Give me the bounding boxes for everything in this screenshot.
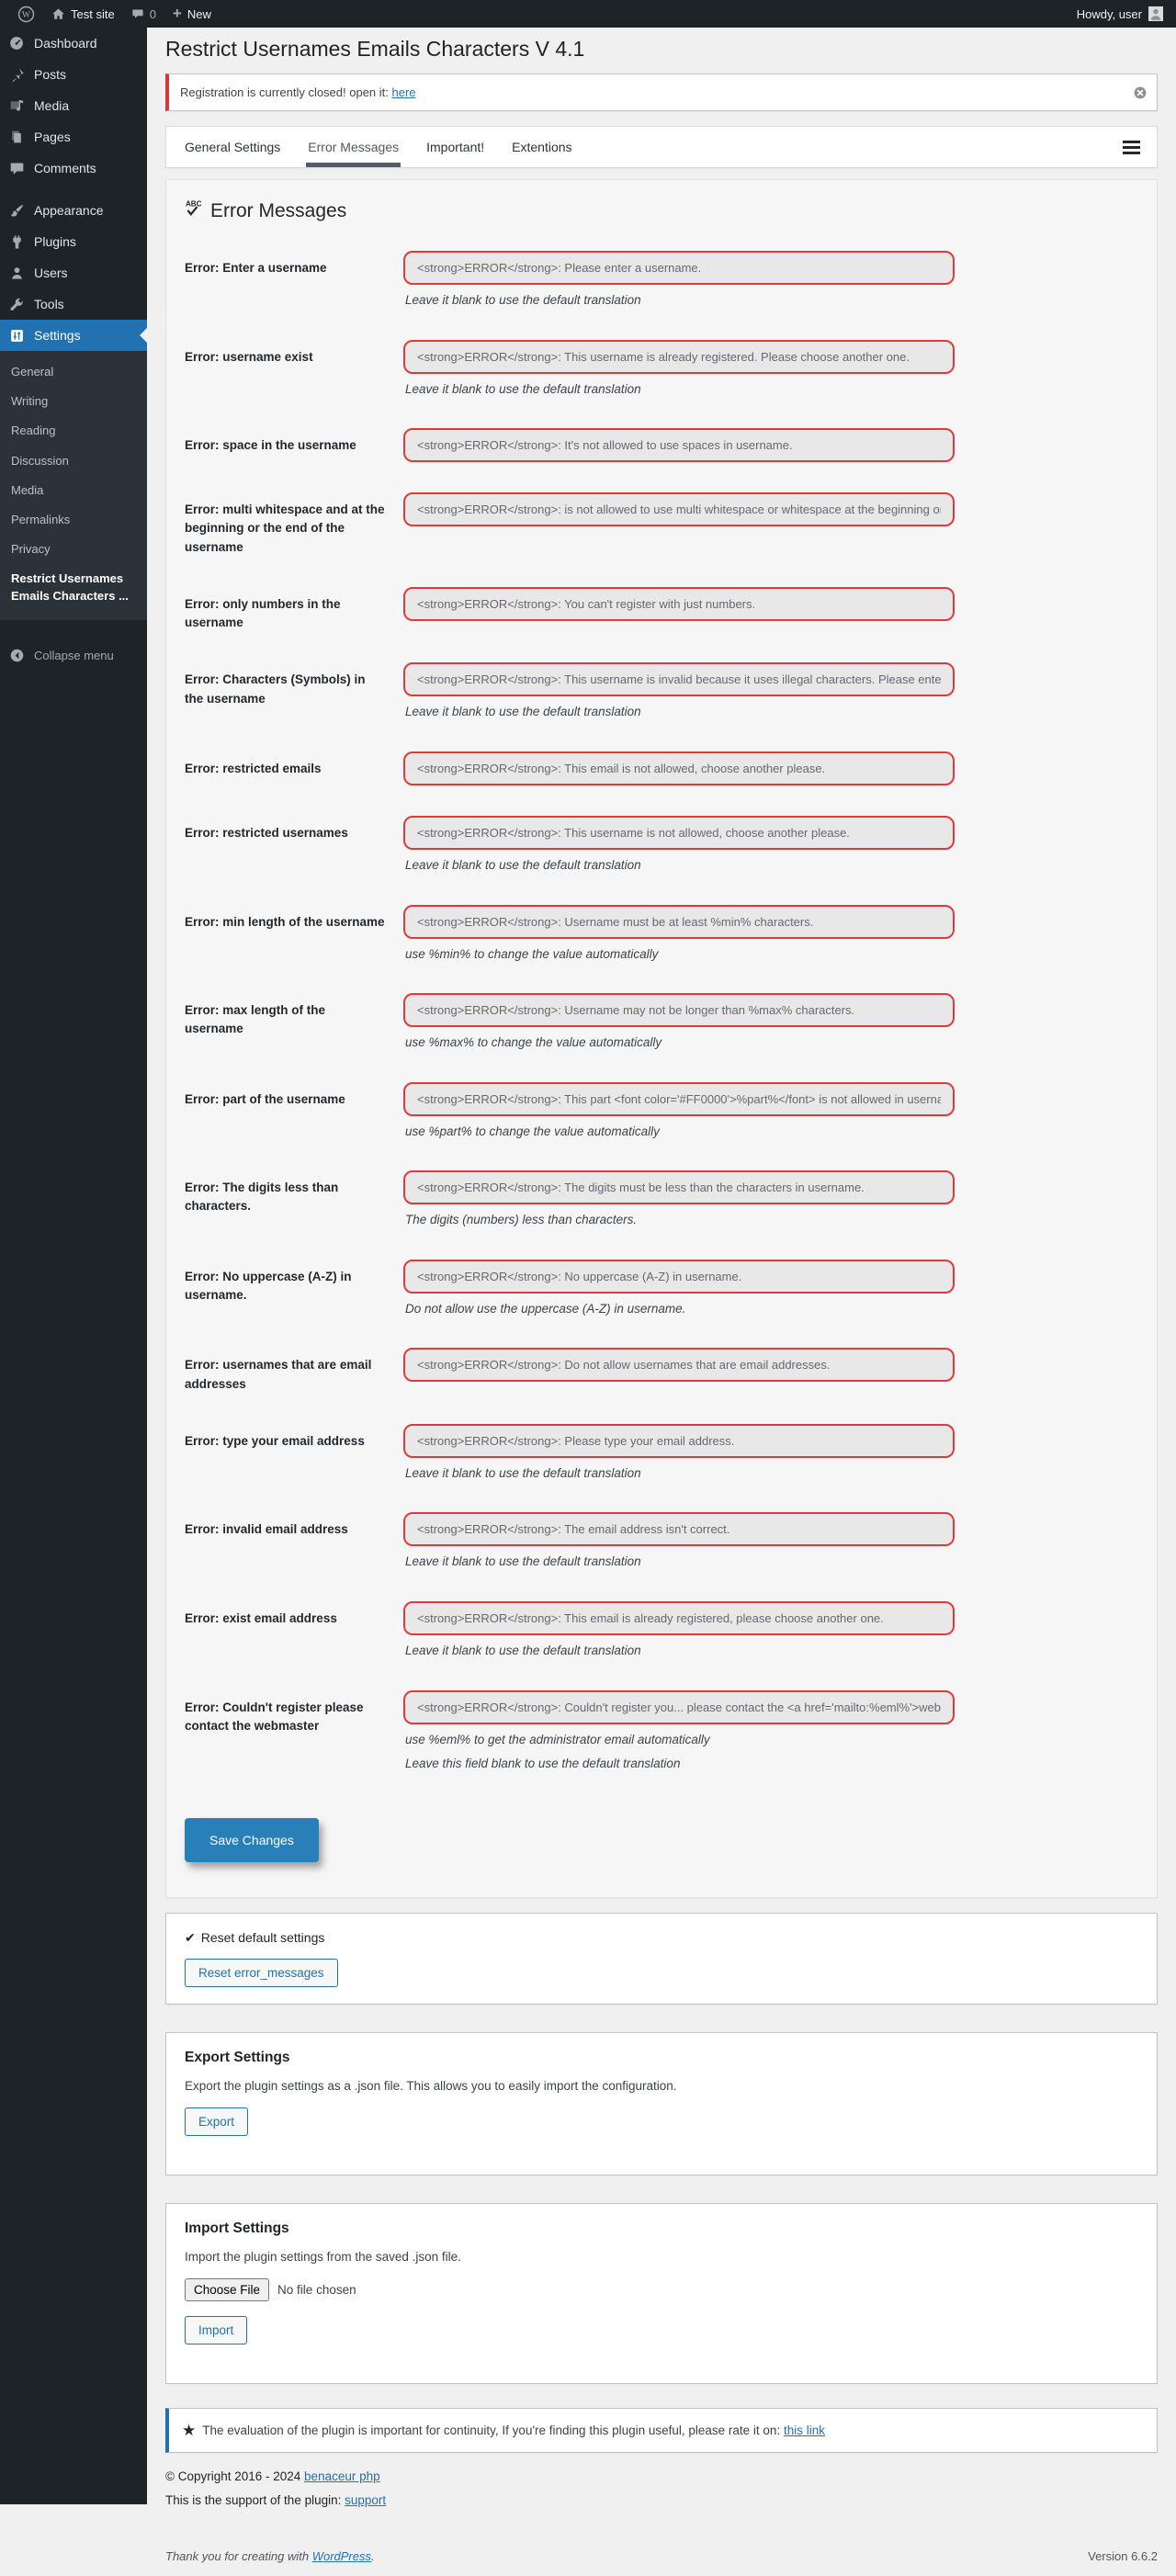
site-name-menu[interactable] bbox=[43, 0, 123, 28]
error-row-field bbox=[403, 587, 955, 621]
comments-count: 0 bbox=[149, 6, 156, 21]
error-row-field bbox=[403, 751, 955, 785]
posts-icon bbox=[7, 67, 26, 83]
collapse-menu-button[interactable] bbox=[0, 640, 147, 672]
error-row-field bbox=[403, 1424, 955, 1483]
error-messages-panel bbox=[165, 179, 1158, 1898]
notice-open-link[interactable]: here bbox=[391, 85, 416, 99]
error-message-row bbox=[185, 1082, 1138, 1141]
admin-bar bbox=[0, 0, 1176, 28]
error-message-input[interactable] bbox=[403, 905, 955, 939]
thanks-line: Thank you for creating with WordPress. bbox=[165, 2548, 375, 2563]
support-link[interactable]: support bbox=[345, 2492, 387, 2507]
collapse-menu-label: Collapse menu bbox=[34, 649, 114, 663]
error-row-label: Error: The digits less than characters. bbox=[185, 1181, 339, 1214]
error-row-field bbox=[403, 1348, 955, 1382]
error-message-input[interactable] bbox=[403, 1690, 955, 1724]
error-message-input[interactable] bbox=[403, 587, 955, 621]
error-row-helper: use %min% to change the value automatically bbox=[405, 946, 659, 961]
error-row-helper: Leave it blank to use the default translation bbox=[405, 293, 641, 307]
error-row-helper: Leave it blank to use the default translation bbox=[405, 1643, 641, 1657]
import-settings-description: Import the plugin settings from the saved .json file. bbox=[185, 2249, 461, 2264]
version-label: Version 6.6.2 bbox=[1088, 2548, 1158, 2563]
error-row-label: Error: Enter a username bbox=[185, 261, 327, 275]
wordpress-footer bbox=[165, 2549, 1158, 2576]
sidebar-item-tools[interactable]: Tools bbox=[0, 288, 147, 320]
error-row-label: Error: usernames that are email addresses bbox=[185, 1358, 372, 1391]
spellcheck-icon bbox=[185, 198, 204, 223]
error-message-input[interactable] bbox=[403, 340, 955, 374]
error-row-label: Error: No uppercase (A-Z) in username. bbox=[185, 1269, 352, 1302]
sidebar-item-pages[interactable]: Pages bbox=[0, 121, 147, 153]
error-row-helper: The digits (numbers) less than characters. bbox=[405, 1213, 638, 1227]
save-changes-button[interactable]: Save Changes bbox=[185, 1818, 319, 1862]
error-row-field bbox=[403, 1260, 955, 1318]
error-message-row bbox=[185, 905, 1138, 964]
error-row-field bbox=[403, 993, 955, 1052]
dashboard-icon bbox=[7, 35, 26, 51]
sidebar-item-plugins[interactable]: Plugins bbox=[0, 226, 147, 257]
import-settings-heading: Import Settings bbox=[185, 2220, 289, 2236]
error-row-label: Error: Characters (Symbols) in the username bbox=[185, 672, 366, 706]
error-message-input[interactable] bbox=[403, 428, 955, 462]
tab-important[interactable]: Important! bbox=[426, 140, 485, 154]
error-row-field bbox=[403, 816, 955, 875]
tab-extentions[interactable]: Extentions bbox=[512, 140, 572, 154]
error-message-input[interactable] bbox=[403, 816, 955, 850]
error-row-field bbox=[403, 1601, 955, 1660]
choose-file-button[interactable]: Choose File bbox=[185, 2278, 269, 2301]
error-message-row bbox=[185, 993, 1138, 1052]
error-row-field bbox=[403, 428, 955, 462]
collapse-arrow-icon bbox=[7, 648, 26, 663]
howdy-user-menu[interactable]: Howdy, user bbox=[1076, 6, 1142, 21]
error-row-label: Error: exist email address bbox=[185, 1610, 337, 1625]
error-message-row bbox=[185, 587, 1138, 633]
export-settings-heading: Export Settings bbox=[185, 2049, 290, 2065]
error-row-label: Error: invalid email address bbox=[185, 1522, 348, 1537]
error-message-row bbox=[185, 1424, 1138, 1483]
submenu-item-general[interactable]: General bbox=[11, 365, 54, 378]
reset-card bbox=[165, 1913, 1158, 2005]
error-message-input[interactable] bbox=[403, 1424, 955, 1458]
sidebar-item-appearance[interactable]: Appearance bbox=[0, 195, 147, 226]
error-message-input[interactable] bbox=[403, 1170, 955, 1204]
error-row-field bbox=[403, 1170, 955, 1229]
svg-text:W: W bbox=[21, 9, 31, 20]
error-row-helper: Leave it blank to use the default translation bbox=[405, 1554, 641, 1569]
submenu-item-media[interactable]: Media bbox=[11, 482, 44, 497]
hamburger-menu-icon[interactable] bbox=[1123, 127, 1140, 167]
error-message-row bbox=[185, 492, 1138, 557]
error-message-row bbox=[185, 1601, 1138, 1660]
error-message-input[interactable] bbox=[403, 751, 955, 785]
error-row-label: Error: space in the username bbox=[185, 438, 356, 453]
comments-menu[interactable] bbox=[123, 0, 164, 28]
star-icon: ★ bbox=[182, 2421, 197, 2439]
rate-plugin-link[interactable]: this link bbox=[783, 2423, 825, 2437]
error-message-row bbox=[185, 340, 1138, 399]
sidebar-item-posts[interactable]: Posts bbox=[0, 59, 147, 90]
panel-heading-label: Error Messages bbox=[210, 199, 347, 221]
error-message-input[interactable] bbox=[403, 662, 955, 696]
tools-icon bbox=[7, 297, 26, 312]
error-row-helper: Leave it blank to use the default translation bbox=[405, 381, 641, 396]
settings-tabs bbox=[165, 126, 1158, 168]
error-row-label: Error: part of the username bbox=[185, 1091, 345, 1106]
error-row-helper: Do not allow use the uppercase (A-Z) in username. bbox=[405, 1301, 686, 1316]
comments-icon bbox=[7, 161, 26, 176]
export-settings-card bbox=[165, 2032, 1158, 2175]
reset-default-settings-label: Reset default settings bbox=[200, 1930, 325, 1946]
error-row-field bbox=[403, 1690, 955, 1773]
evaluation-notice bbox=[165, 2408, 1158, 2453]
error-row-helper: Leave it blank to use the default translation bbox=[405, 857, 641, 872]
error-row-label: Error: min length of the username bbox=[185, 914, 385, 929]
dismiss-notice-button[interactable] bbox=[1133, 85, 1148, 100]
error-row-field bbox=[403, 251, 955, 310]
sidebar-item-media[interactable]: Media bbox=[0, 90, 147, 121]
evaluation-text: The evaluation of the plugin is important for continuity, If you're finding this plugin useful, please rate it on: this link bbox=[202, 2423, 825, 2437]
error-row-helper: use %eml% to get the administrator email automatically bbox=[405, 1732, 710, 1746]
error-message-row bbox=[185, 1690, 1138, 1773]
submenu-item-privacy[interactable]: Privacy bbox=[11, 542, 51, 557]
error-message-row bbox=[185, 1170, 1138, 1229]
submenu-item-restrict-usernames-emails-characters[interactable]: Restrict Usernames Emails Characters ... bbox=[11, 571, 129, 603]
error-message-input[interactable] bbox=[403, 1348, 955, 1382]
sidebar-item-settings[interactable]: Settings bbox=[0, 320, 147, 351]
page-title: Restrict Usernames Emails Characters V 4.1 bbox=[165, 37, 585, 61]
error-row-helper: use %max% to change the value automatically bbox=[405, 1035, 662, 1050]
wp-logo[interactable] bbox=[9, 0, 43, 28]
wordpress-logo-icon bbox=[17, 6, 35, 23]
import-button[interactable]: Import bbox=[185, 2316, 247, 2344]
error-row-field bbox=[403, 340, 955, 399]
error-row-field bbox=[403, 1082, 955, 1141]
sidebar-item-users[interactable]: Users bbox=[0, 257, 147, 288]
plus-icon: + bbox=[172, 4, 182, 22]
error-message-row bbox=[185, 428, 1138, 462]
file-chosen-status: No file chosen bbox=[277, 2282, 356, 2297]
registration-closed-notice bbox=[165, 73, 1158, 111]
checkmark-icon: ✔ bbox=[185, 1929, 196, 1945]
support-line: This is the support of the plugin: support bbox=[165, 2492, 387, 2507]
sidebar-item-dashboard[interactable]: Dashboard bbox=[0, 28, 147, 59]
appearance-icon bbox=[7, 203, 26, 219]
error-message-row bbox=[185, 1260, 1138, 1318]
error-message-input[interactable] bbox=[403, 1082, 955, 1116]
error-row-label: Error: restricted usernames bbox=[185, 825, 348, 840]
error-row-helper: Leave it blank to use the default translation bbox=[405, 705, 641, 719]
error-message-row bbox=[185, 816, 1138, 875]
error-row-label: Error: username exist bbox=[185, 349, 313, 364]
new-content-menu[interactable] bbox=[164, 0, 220, 28]
plugins-icon bbox=[7, 234, 26, 250]
error-message-input[interactable] bbox=[403, 251, 955, 285]
error-message-row bbox=[185, 251, 1138, 310]
settings-icon bbox=[7, 328, 26, 344]
copyright-line: © Copyright 2016 - 2024 benaceur php bbox=[165, 2469, 380, 2483]
error-message-row bbox=[185, 1512, 1138, 1571]
site-name-label: Test site bbox=[71, 6, 115, 21]
wordpress-link[interactable]: WordPress bbox=[311, 2548, 371, 2563]
reset-default-settings-line bbox=[185, 1930, 1138, 1946]
submenu-item-reading[interactable]: Reading bbox=[11, 424, 56, 438]
comment-bubble-icon bbox=[131, 7, 144, 20]
error-message-input[interactable] bbox=[403, 1512, 955, 1546]
user-avatar[interactable] bbox=[1148, 6, 1163, 21]
pages-icon bbox=[7, 130, 26, 144]
error-row-label: Error: restricted emails bbox=[185, 761, 322, 775]
import-settings-card bbox=[165, 2203, 1158, 2384]
plugin-footer bbox=[165, 2469, 1158, 2507]
error-message-row bbox=[185, 1348, 1138, 1394]
error-row-label: Error: Couldn't register please contact the webmaster bbox=[185, 1700, 364, 1733]
error-message-input[interactable] bbox=[403, 492, 955, 526]
benaceur-php-link[interactable]: benaceur php bbox=[304, 2469, 380, 2483]
settings-submenu bbox=[0, 351, 147, 620]
error-row-field bbox=[403, 1512, 955, 1571]
sidebar-item-comments[interactable]: Comments bbox=[0, 153, 147, 184]
home-icon bbox=[51, 7, 65, 21]
error-row-label: Error: only numbers in the username bbox=[185, 596, 341, 630]
error-row-label: Error: max length of the username bbox=[185, 1003, 326, 1036]
panel-heading bbox=[185, 198, 1138, 223]
tab-general-settings[interactable]: General Settings bbox=[185, 140, 281, 154]
submenu-item-permalinks[interactable]: Permalinks bbox=[11, 512, 71, 526]
error-row-field bbox=[403, 492, 955, 526]
error-row-helper: Leave this field blank to use the default translation bbox=[405, 1757, 681, 1771]
new-label: New bbox=[187, 6, 211, 21]
error-row-field bbox=[403, 662, 955, 721]
media-icon bbox=[7, 98, 26, 114]
users-icon bbox=[7, 266, 26, 281]
error-row-label: Error: type your email address bbox=[185, 1433, 365, 1448]
error-message-input[interactable] bbox=[403, 993, 955, 1027]
reset-error-messages-button[interactable]: Reset error_messages bbox=[185, 1959, 338, 1987]
error-row-helper: Leave it blank to use the default translation bbox=[405, 1465, 641, 1480]
error-message-input[interactable] bbox=[403, 1601, 955, 1635]
svg-text:ABC: ABC bbox=[185, 199, 202, 209]
error-message-row bbox=[185, 662, 1138, 721]
notice-text: Registration is currently closed! open it: bbox=[180, 85, 392, 99]
submenu-item-discussion[interactable]: Discussion bbox=[11, 453, 69, 468]
error-message-input[interactable] bbox=[403, 1260, 955, 1294]
export-settings-description: Export the plugin settings as a .json file. This allows you to easily import the configuration. bbox=[185, 2078, 677, 2093]
export-button[interactable]: Export bbox=[185, 2107, 248, 2136]
admin-sidebar bbox=[0, 28, 147, 2504]
error-row-label: Error: multi whitespace and at the beginning or the end of the username bbox=[185, 503, 385, 554]
tab-error-messages[interactable]: Error Messages bbox=[306, 127, 401, 167]
error-row-helper: use %part% to change the value automatically bbox=[405, 1124, 660, 1138]
error-row-field bbox=[403, 905, 955, 964]
submenu-item-writing[interactable]: Writing bbox=[11, 394, 49, 409]
error-message-row bbox=[185, 751, 1138, 785]
